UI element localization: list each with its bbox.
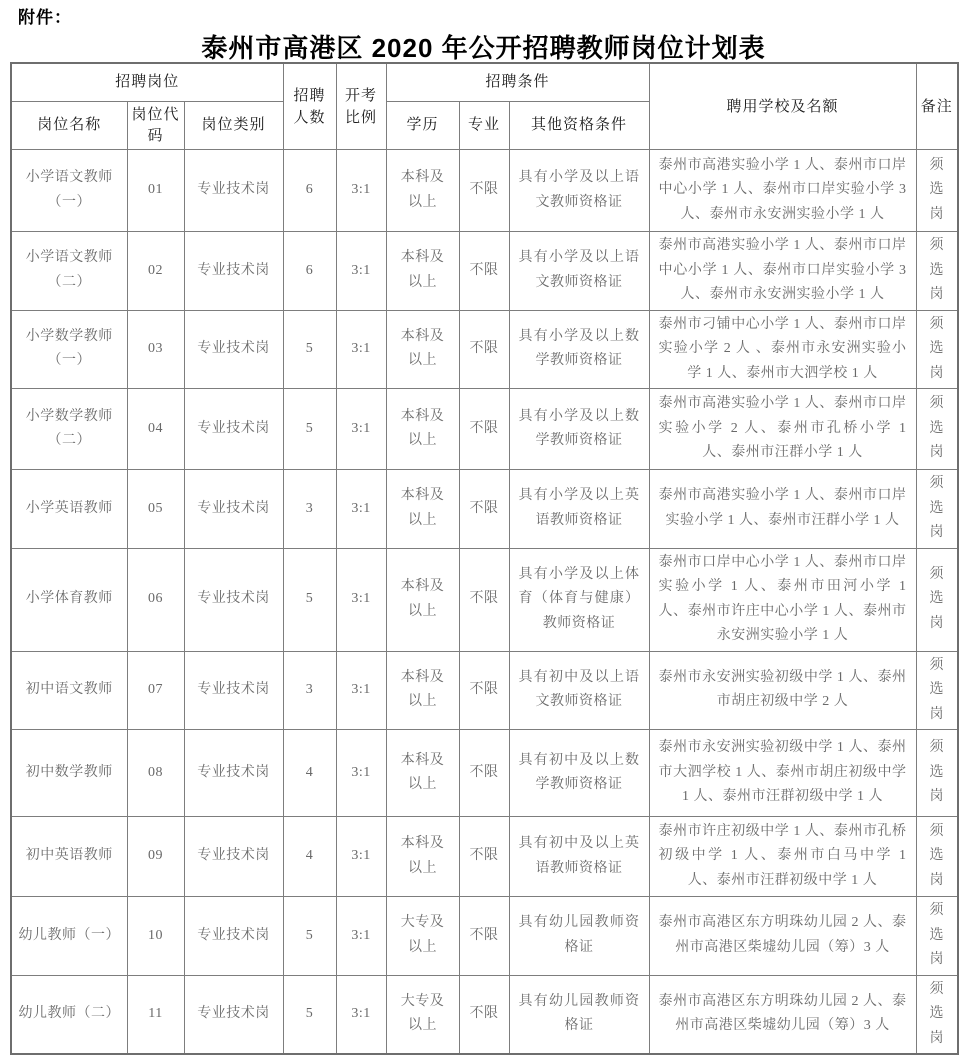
cell-recruit-count: 3 xyxy=(283,470,336,549)
cell-qualification: 具有初中及以上数学教师资格证 xyxy=(509,730,649,817)
cell-position-name: 幼儿教师（一） xyxy=(11,897,127,976)
header-education: 学历 xyxy=(386,101,459,150)
cell-education: 本科及以上 xyxy=(386,651,459,730)
cell-major: 不限 xyxy=(459,651,509,730)
table-row xyxy=(11,897,958,976)
cell-position-name: 小学英语教师 xyxy=(11,470,127,549)
cell-schools: 泰州市永安洲实验初级中学 1 人、泰州市大泗学校 1 人、泰州市胡庄初级中学 1 人、泰州市汪群初级中学 1 人 xyxy=(649,730,916,817)
cell-position-code: 05 xyxy=(127,470,184,549)
cell-position-name: 小学语文教师（二） xyxy=(11,232,127,311)
cell-exam-ratio: 3:1 xyxy=(336,470,386,549)
cell-remark: 须选岗 xyxy=(916,651,958,730)
cell-qualification: 具有小学及以上语文教师资格证 xyxy=(509,232,649,311)
cell-position-category: 专业技术岗 xyxy=(184,651,283,730)
cell-position-code: 01 xyxy=(127,150,184,232)
header-position-code: 岗位代码 xyxy=(127,101,184,150)
cell-schools: 泰州市高港区东方明珠幼儿园 2 人、泰州市高港区柴墟幼儿园（筹）3 人 xyxy=(649,975,916,1054)
cell-position-name: 初中语文教师 xyxy=(11,651,127,730)
cell-qualification: 具有初中及以上英语教师资格证 xyxy=(509,817,649,897)
cell-qualification: 具有小学及以上英语教师资格证 xyxy=(509,470,649,549)
cell-education: 本科及以上 xyxy=(386,150,459,232)
table-row xyxy=(11,150,958,232)
cell-exam-ratio: 3:1 xyxy=(336,730,386,817)
table-row xyxy=(11,548,958,651)
cell-major: 不限 xyxy=(459,548,509,651)
cell-major: 不限 xyxy=(459,470,509,549)
table-row xyxy=(11,730,958,817)
cell-position-code: 04 xyxy=(127,389,184,470)
cell-remark: 须选岗 xyxy=(916,232,958,311)
header-recruit-conditions-group: 招聘条件 xyxy=(386,63,649,101)
cell-education: 本科及以上 xyxy=(386,310,459,389)
cell-exam-ratio: 3:1 xyxy=(336,389,386,470)
table-row xyxy=(11,232,958,311)
header-major: 专业 xyxy=(459,101,509,150)
table-row xyxy=(11,470,958,549)
cell-position-category: 专业技术岗 xyxy=(184,817,283,897)
cell-major: 不限 xyxy=(459,389,509,470)
cell-remark: 须选岗 xyxy=(916,389,958,470)
cell-exam-ratio: 3:1 xyxy=(336,975,386,1054)
cell-position-name: 小学数学教师（一） xyxy=(11,310,127,389)
cell-position-name: 幼儿教师（二） xyxy=(11,975,127,1054)
cell-major: 不限 xyxy=(459,310,509,389)
cell-remark: 须选岗 xyxy=(916,730,958,817)
cell-major: 不限 xyxy=(459,897,509,976)
cell-recruit-count: 6 xyxy=(283,150,336,232)
cell-position-name: 初中数学教师 xyxy=(11,730,127,817)
header-other-qualifications: 其他资格条件 xyxy=(509,101,649,150)
cell-position-code: 11 xyxy=(127,975,184,1054)
cell-major: 不限 xyxy=(459,150,509,232)
cell-position-code: 06 xyxy=(127,548,184,651)
cell-remark: 须选岗 xyxy=(916,310,958,389)
cell-remark: 须选岗 xyxy=(916,897,958,976)
cell-exam-ratio: 3:1 xyxy=(336,897,386,976)
cell-position-category: 专业技术岗 xyxy=(184,389,283,470)
cell-major: 不限 xyxy=(459,730,509,817)
cell-education: 大专及以上 xyxy=(386,897,459,976)
header-exam-ratio: 开考比例 xyxy=(336,63,386,150)
cell-position-category: 专业技术岗 xyxy=(184,310,283,389)
cell-qualification: 具有小学及以上语文教师资格证 xyxy=(509,150,649,232)
cell-exam-ratio: 3:1 xyxy=(336,150,386,232)
cell-education: 大专及以上 xyxy=(386,975,459,1054)
cell-schools: 泰州市许庄初级中学 1 人、泰州市孔桥初级中学 1 人、泰州市白马中学 1 人、泰州市汪群初级中学 1 人 xyxy=(649,817,916,897)
table-body xyxy=(11,150,958,1055)
cell-education: 本科及以上 xyxy=(386,389,459,470)
cell-position-code: 07 xyxy=(127,651,184,730)
cell-major: 不限 xyxy=(459,975,509,1054)
cell-position-name: 初中英语教师 xyxy=(11,817,127,897)
cell-position-category: 专业技术岗 xyxy=(184,232,283,311)
cell-recruit-count: 5 xyxy=(283,389,336,470)
table-row xyxy=(11,975,958,1054)
cell-education: 本科及以上 xyxy=(386,817,459,897)
cell-recruit-count: 5 xyxy=(283,310,336,389)
cell-position-category: 专业技术岗 xyxy=(184,897,283,976)
cell-position-code: 10 xyxy=(127,897,184,976)
cell-recruit-count: 4 xyxy=(283,817,336,897)
cell-education: 本科及以上 xyxy=(386,548,459,651)
cell-schools: 泰州市永安洲实验初级中学 1 人、泰州市胡庄初级中学 2 人 xyxy=(649,651,916,730)
cell-schools: 泰州市高港实验小学 1 人、泰州市口岸中心小学 1 人、泰州市口岸实验小学 3 人、泰州市永安洲实验小学 1 人 xyxy=(649,232,916,311)
cell-position-category: 专业技术岗 xyxy=(184,548,283,651)
cell-schools: 泰州市口岸中心小学 1 人、泰州市口岸实验小学 1 人、泰州市田河小学 1 人、泰州市许庄中心小学 1 人、泰州市永安洲实验小学 1 人 xyxy=(649,548,916,651)
cell-position-name: 小学语文教师（一） xyxy=(11,150,127,232)
attachment-label: 附件： xyxy=(18,8,72,27)
cell-recruit-count: 5 xyxy=(283,975,336,1054)
cell-position-category: 专业技术岗 xyxy=(184,150,283,232)
header-position-name: 岗位名称 xyxy=(11,101,127,150)
cell-schools: 泰州市高港实验小学 1 人、泰州市口岸实验小学 1 人、泰州市汪群小学 1 人 xyxy=(649,470,916,549)
cell-exam-ratio: 3:1 xyxy=(336,310,386,389)
cell-schools: 泰州市刁铺中心小学 1 人、泰州市口岸实验小学 2 人 、泰州市永安洲实验小学 1 人、泰州市大泗学校 1 人 xyxy=(649,310,916,389)
cell-qualification: 具有初中及以上语文教师资格证 xyxy=(509,651,649,730)
cell-recruit-count: 4 xyxy=(283,730,336,817)
cell-qualification: 具有幼儿园教师资格证 xyxy=(509,975,649,1054)
cell-remark: 须选岗 xyxy=(916,150,958,232)
header-recruit-position-group: 招聘岗位 xyxy=(11,63,283,101)
table-header xyxy=(11,63,958,150)
header-recruit-count: 招聘人数 xyxy=(283,63,336,150)
cell-position-code: 09 xyxy=(127,817,184,897)
cell-exam-ratio: 3:1 xyxy=(336,651,386,730)
header-position-category: 岗位类别 xyxy=(184,101,283,150)
cell-position-name: 小学数学教师（二） xyxy=(11,389,127,470)
cell-remark: 须选岗 xyxy=(916,975,958,1054)
cell-position-category: 专业技术岗 xyxy=(184,975,283,1054)
cell-education: 本科及以上 xyxy=(386,730,459,817)
cell-major: 不限 xyxy=(459,232,509,311)
cell-exam-ratio: 3:1 xyxy=(336,817,386,897)
table-row xyxy=(11,817,958,897)
cell-qualification: 具有小学及以上数学教师资格证 xyxy=(509,389,649,470)
cell-education: 本科及以上 xyxy=(386,232,459,311)
cell-recruit-count: 3 xyxy=(283,651,336,730)
cell-position-code: 03 xyxy=(127,310,184,389)
cell-qualification: 具有小学及以上体育（体育与健康）教师资格证 xyxy=(509,548,649,651)
cell-position-code: 02 xyxy=(127,232,184,311)
cell-qualification: 具有小学及以上数学教师资格证 xyxy=(509,310,649,389)
table-row xyxy=(11,310,958,389)
header-school-quota: 聘用学校及名额 xyxy=(649,63,916,150)
cell-qualification: 具有幼儿园教师资格证 xyxy=(509,897,649,976)
table-row xyxy=(11,651,958,730)
header-remarks: 备注 xyxy=(916,63,958,150)
cell-schools: 泰州市高港实验小学 1 人、泰州市口岸实验小学 2 人、泰州市孔桥小学 1 人、泰州市汪群小学 1 人 xyxy=(649,389,916,470)
page-title: 泰州市高港区 2020 年公开招聘教师岗位计划表 xyxy=(201,33,766,63)
cell-schools: 泰州市高港区东方明珠幼儿园 2 人、泰州市高港区柴墟幼儿园（筹）3 人 xyxy=(649,897,916,976)
cell-remark: 须选岗 xyxy=(916,470,958,549)
cell-recruit-count: 5 xyxy=(283,548,336,651)
cell-position-category: 专业技术岗 xyxy=(184,730,283,817)
cell-exam-ratio: 3:1 xyxy=(336,232,386,311)
cell-major: 不限 xyxy=(459,817,509,897)
cell-position-name: 小学体育教师 xyxy=(11,548,127,651)
cell-education: 本科及以上 xyxy=(386,470,459,549)
cell-recruit-count: 6 xyxy=(283,232,336,311)
cell-remark: 须选岗 xyxy=(916,548,958,651)
cell-recruit-count: 5 xyxy=(283,897,336,976)
cell-position-category: 专业技术岗 xyxy=(184,470,283,549)
recruitment-plan-table xyxy=(10,62,959,1055)
table-row xyxy=(11,389,958,470)
cell-position-code: 08 xyxy=(127,730,184,817)
cell-schools: 泰州市高港实验小学 1 人、泰州市口岸中心小学 1 人、泰州市口岸实验小学 3 人、泰州市永安洲实验小学 1 人 xyxy=(649,150,916,232)
cell-exam-ratio: 3:1 xyxy=(336,548,386,651)
cell-remark: 须选岗 xyxy=(916,817,958,897)
